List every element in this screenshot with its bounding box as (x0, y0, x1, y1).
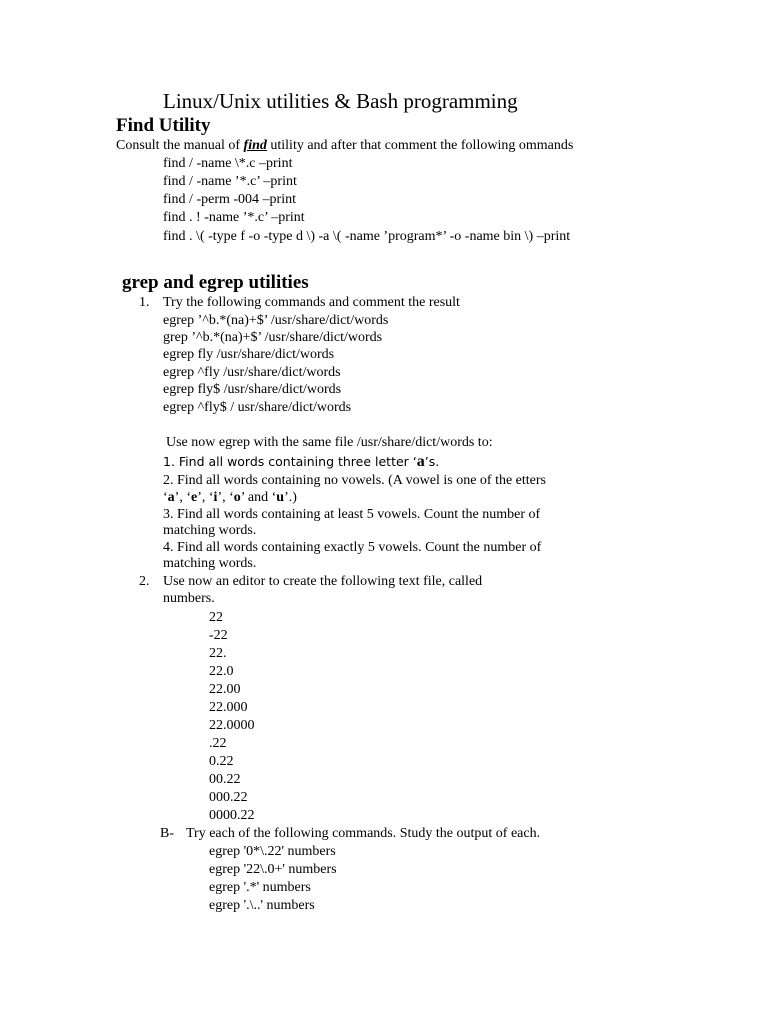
part-b-command: egrep '22\.0+' numbers (209, 862, 337, 877)
find-command: find / -perm -004 –print (163, 192, 296, 207)
item2-line1: Use now an editor to create the following text file, called (163, 574, 483, 589)
grep-command: grep ’^b.*(na)+$’ /usr/share/dict/words (163, 330, 383, 345)
number-value: 22.00 (209, 682, 241, 697)
find-intro-before: Consult the manual of (116, 138, 244, 153)
task-1-suffix: ’s. (424, 454, 440, 469)
task-3-line2: matching words. (163, 523, 257, 538)
vowel: o (233, 490, 241, 505)
task-4-line2: matching words. (163, 556, 257, 571)
task-1 (163, 453, 439, 471)
number-value: 0000.22 (209, 808, 255, 823)
find-intro (116, 137, 573, 154)
grep-command: egrep fly /usr/share/dict/words (163, 347, 335, 362)
item2-line2: numbers. (163, 591, 215, 606)
task-2-line1: 2. Find all words containing no vowels. (A vowel is one of the etters (163, 473, 546, 488)
page-title: Linux/Unix utilities & Bash programming (163, 89, 518, 113)
find-intro-word: find (243, 138, 267, 153)
item2-number: 2. (139, 574, 150, 589)
find-intro-after: utility and after that comment the following ommands (266, 138, 574, 153)
number-value: 00.22 (209, 772, 241, 787)
task-3-line1: 3. Find all words containing at least 5 vowels. Count the number of (163, 507, 541, 522)
vowel: a (167, 490, 175, 505)
task-1-letter: a (416, 453, 425, 470)
part-b-label: B- (160, 826, 174, 841)
grep-command: egrep ’^b.*(na)+$’ /usr/share/dict/words (163, 313, 389, 328)
find-command: find / -name \*.c –print (163, 156, 293, 171)
part-b-command: egrep '.\..' numbers (209, 898, 315, 913)
grep-command: egrep fly$ /usr/share/dict/words (163, 382, 342, 397)
find-utility-heading: Find Utility (116, 115, 211, 136)
task-2-vowels: ‘a’, ‘e’, ‘i’, ‘o’ and ‘u’.) (163, 490, 297, 505)
item1-text: Try the following commands and comment the result (163, 295, 460, 310)
grep-heading: grep and egrep utilities (122, 272, 309, 293)
task-1-prefix: 1. Find all words containing three letter ‘ (163, 454, 417, 469)
number-value: .22 (209, 736, 227, 751)
part-b-command: egrep '0*\.22' numbers (209, 844, 336, 859)
item1-number: 1. (139, 295, 150, 310)
vowel: e (191, 490, 198, 505)
grep-command: egrep ^fly /usr/share/dict/words (163, 365, 341, 380)
number-value: 22.0000 (209, 718, 255, 733)
vowel: u (276, 490, 285, 505)
number-value: 22.0 (209, 664, 234, 679)
number-value: 000.22 (209, 790, 248, 805)
grep-command: egrep ^fly$ / usr/share/dict/words (163, 400, 352, 415)
vowel: i (213, 490, 218, 505)
number-value: -22 (209, 628, 228, 643)
task-4-line1: 4. Find all words containing exactly 5 vowels. Count the number of (163, 540, 542, 555)
part-b-command: egrep '.*' numbers (209, 880, 311, 895)
find-command: find . ! -name ’*.c’ –print (163, 210, 305, 225)
use-now-text: Use now egrep with the same file /usr/share/dict/words to: (166, 435, 493, 450)
find-command: find . \( -type f -o -type d \) -a \( -name ’program*’ -o -name bin \) –print (163, 229, 571, 244)
and-word: and (247, 490, 269, 505)
number-value: 22 (209, 610, 223, 625)
number-value: 22.000 (209, 700, 248, 715)
part-b-text: Try each of the following commands. Study the output of each. (186, 826, 541, 841)
find-command: find / -name ’*.c’ –print (163, 174, 297, 189)
number-value: 22. (209, 646, 227, 661)
number-value: 0.22 (209, 754, 234, 769)
